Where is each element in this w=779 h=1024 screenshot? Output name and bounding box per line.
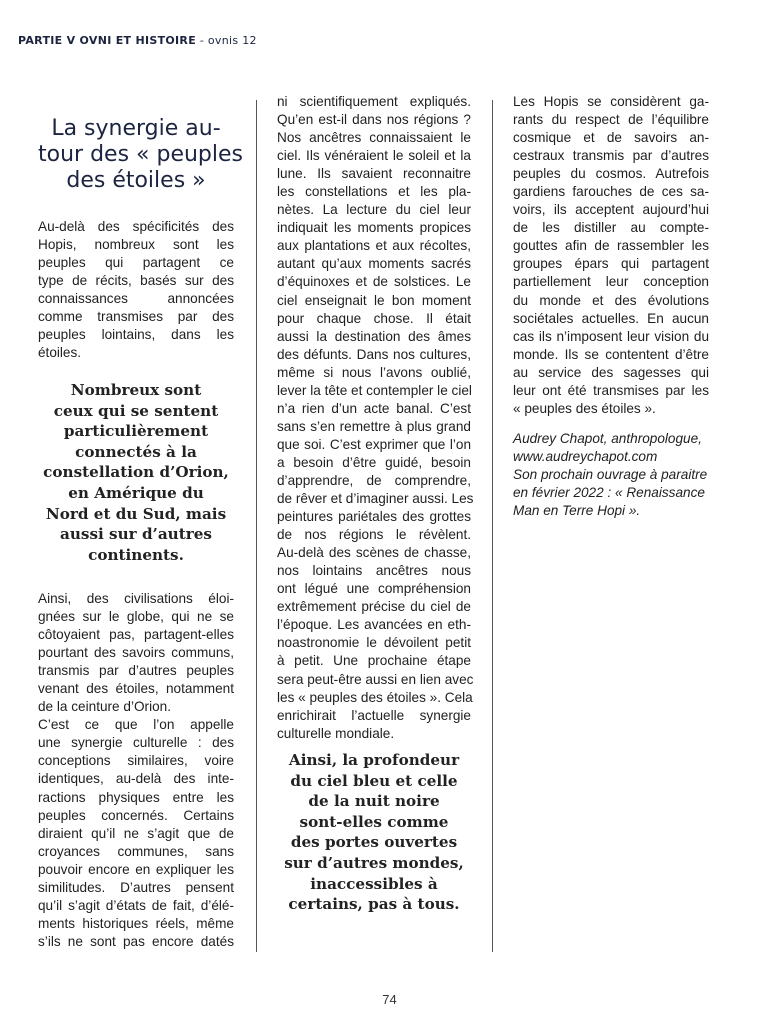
- text-line: gnées sur le globe, qui ne se: [38, 609, 234, 625]
- text-line: pourtant des savoirs communs,: [38, 645, 234, 661]
- signature-line: Man en Terre Hopi ».: [513, 503, 641, 519]
- text-line: aux plantations et aux récoltes,: [277, 238, 471, 254]
- quote-line: certains, pas à tous.: [288, 895, 460, 914]
- text-line: peuples qui partagent ce: [38, 255, 234, 271]
- quote-line: aussi sur d’autres: [60, 525, 212, 544]
- quote-line: particulièrement: [63, 422, 209, 441]
- quote-line: Nord et du Sud, mais: [45, 504, 227, 523]
- text-line: ont légué une compréhension: [277, 581, 471, 597]
- quote-line: en Amérique du: [68, 483, 204, 502]
- quote-line: Nombreux sont: [70, 381, 202, 399]
- text-line: partiellement leur conception: [513, 274, 709, 290]
- quote-line: sur d’autres mondes,: [284, 853, 464, 872]
- text-line: au service des sagesses qui: [513, 364, 709, 380]
- pull-quote-orion: [38, 380, 234, 565]
- text-line: gouttes afin de rassembler les: [513, 238, 709, 254]
- body-paragraph-col3: [513, 93, 709, 418]
- text-line: voirs, ils acceptent aujourd’hui: [513, 202, 709, 218]
- quote-line: sont-elles comme: [299, 812, 449, 831]
- intro-paragraph: [38, 218, 234, 362]
- text-line: nos lointains ancêtres nous: [277, 563, 471, 579]
- text-line: que soi. C’est exprimer que l’on: [277, 436, 471, 452]
- text-line: du monde et des évolutions: [513, 292, 709, 308]
- signature-line: en février 2022 : « Renaissance: [513, 485, 705, 501]
- text-line: peuples du cosmos. Autrefois: [513, 166, 709, 182]
- quote-line: continents.: [88, 545, 184, 564]
- text-line: cas ils n’imposent leur vision du: [513, 328, 709, 344]
- text-line: enrichirait l’actuelle synergie: [277, 707, 471, 723]
- text-line: à petit. Une prochaine étape: [277, 653, 471, 669]
- author-website: www.audreychapot.com: [513, 449, 658, 465]
- text-line: C’est ce que l’on appelle: [38, 717, 234, 733]
- text-line: leur ont été transmises par les: [513, 382, 709, 398]
- text-line: aussi la destination des âmes: [277, 328, 471, 344]
- text-line: connaissances annoncées: [38, 291, 234, 307]
- text-line: monde. Ils se contentent d’être: [513, 346, 709, 362]
- signature-line: Son prochain ouvrage à paraitre: [513, 467, 708, 483]
- text-line: croyances communes, sans: [38, 843, 234, 859]
- quote-line: des portes ouvertes: [290, 833, 458, 852]
- quote-line: de la nuit noire: [308, 792, 440, 811]
- text-line: extrêmement précise du ciel de: [277, 599, 471, 615]
- text-line: ni scientifiquement expliqués.: [277, 94, 471, 109]
- text-line: pouvoir encore en expliquer les: [38, 861, 234, 877]
- body-paragraph-col2: [277, 93, 474, 743]
- text-line: Qu’en est-il dans nos régions ?: [277, 112, 471, 128]
- text-line: « peuples des étoiles ».: [513, 400, 656, 416]
- text-line: étoiles.: [38, 345, 82, 361]
- text-line: ractions physiques entre les: [38, 789, 234, 805]
- column-divider: [492, 100, 493, 952]
- text-line: gardiens farouches de ces sa-: [513, 184, 709, 200]
- text-line: noastronomie le dévoilent petit: [277, 635, 471, 651]
- text-line: Les Hopis se considèrent ga-: [513, 94, 709, 109]
- page-number: 74: [382, 992, 397, 1007]
- text-line: cosmique et de savoirs an-: [513, 130, 709, 146]
- text-line: type de récits, basés sur des: [38, 273, 234, 289]
- text-line: peuples lointains, dans les: [38, 327, 234, 343]
- text-line: ments historiques réels, même: [38, 915, 234, 931]
- text-line: peintures pariétales des grottes: [277, 509, 471, 525]
- body-paragraph-col1: [38, 590, 234, 951]
- text-line: même si nous l’avons oublié,: [277, 364, 471, 380]
- text-line: Au-delà des spécificités des: [38, 219, 234, 234]
- text-line: indiquait les moments propices: [277, 220, 471, 236]
- article-title: [38, 116, 243, 194]
- signature-line: Audrey Chapot, anthropologue,: [513, 431, 702, 446]
- text-line: ciel enseignait le bon moment: [277, 292, 471, 308]
- section-label: PARTIE V OVNI ET HISTOIRE: [18, 34, 197, 47]
- title-line: La synergie au-: [51, 116, 221, 141]
- quote-line: Ainsi, la profondeur: [288, 751, 460, 769]
- text-line: les constellations et les pla-: [277, 184, 471, 200]
- text-line: une synergie culturelle : des: [38, 735, 234, 751]
- text-line: a besoin d’être guidé, besoin: [277, 454, 471, 470]
- text-line: des défunts. Dans nos cultures,: [277, 346, 471, 362]
- text-line: diraient qu’il ne s’agit que de: [38, 825, 234, 841]
- text-line: lever la tête et contempler le ciel: [277, 382, 472, 398]
- text-line: comme transmises par des: [38, 309, 234, 325]
- text-line: les « peuples des étoiles ». Cela: [277, 689, 473, 705]
- text-line: d’équinoxes et de solstices. Le: [277, 274, 471, 290]
- text-line: Ainsi, des civilisations éloi-: [38, 591, 234, 606]
- text-line: peuples concernés. Certains: [38, 807, 234, 823]
- text-line: groupes épars qui partagent: [513, 256, 709, 272]
- text-line: venant des étoiles, notamment: [38, 681, 234, 697]
- column-divider: [256, 100, 257, 952]
- text-line: pour chaque chose. Il était: [277, 310, 471, 326]
- author-signature: [513, 430, 709, 520]
- text-line: culturelle mondiale.: [277, 725, 395, 741]
- text-line: de les distiller au compte-: [513, 220, 709, 236]
- quote-line: connectés à la: [75, 442, 197, 461]
- text-line: cestraux transmis par d’autres: [513, 148, 709, 164]
- text-line: rants du respect de l’équilibre: [513, 112, 709, 128]
- text-line: de rêver et d’imaginer aussi. Les: [277, 491, 474, 507]
- text-line: conceptions similaires, voire: [38, 753, 234, 769]
- text-line: n’a rien d’un acte banal. C’est: [277, 400, 471, 416]
- text-line: s’ils ne sont pas encore datés: [38, 933, 234, 949]
- text-line: de nos régions le révèlent.: [277, 527, 471, 543]
- text-line: sera peut-être aussi en lien avec: [277, 671, 474, 687]
- text-line: d’apprendre, de comprendre,: [277, 472, 471, 488]
- issue-label: - ovnis 12: [196, 34, 257, 47]
- text-line: sans s’en remettre à plus grand: [277, 418, 471, 434]
- text-line: Au-delà des scènes de chasse,: [277, 545, 471, 561]
- text-line: Nos ancêtres connaissaient le: [277, 130, 471, 146]
- text-line: l’époque. Les avancées en eth-: [277, 617, 471, 633]
- text-line: ciel. Ils vénéraient le soleil et la: [277, 148, 471, 164]
- quote-line: ceux qui se sentent: [53, 401, 219, 420]
- text-line: de la ceinture d’Orion.: [38, 699, 171, 715]
- text-line: qu’il s’agit d’états de fait, d’élé-: [38, 897, 234, 913]
- quote-line: du ciel bleu et celle: [290, 771, 458, 790]
- text-line: nètes. La lecture du ciel leur: [277, 202, 471, 218]
- pull-quote-sky: [277, 750, 471, 915]
- text-line: côtoyaient pas, partagent-elles: [38, 627, 234, 643]
- text-line: identiques, au-delà des inte-: [38, 771, 234, 787]
- text-line: transmis par d’autres peuples: [38, 663, 234, 679]
- title-line: des étoiles »: [66, 168, 206, 193]
- quote-line: constellation d’Orion,: [43, 463, 229, 482]
- text-line: similitudes. D’autres pensent: [38, 879, 234, 895]
- text-line: Hopis, nombreux sont les: [38, 237, 234, 253]
- title-line: tour des « peuples: [38, 142, 243, 167]
- text-line: sociétales actuelles. En aucun: [513, 310, 709, 326]
- running-header: [18, 34, 257, 47]
- text-line: autant qu’aux moments sacrés: [277, 256, 471, 272]
- quote-line: inaccessibles à: [310, 874, 438, 893]
- text-line: lune. Ils savaient reconnaitre: [277, 166, 471, 182]
